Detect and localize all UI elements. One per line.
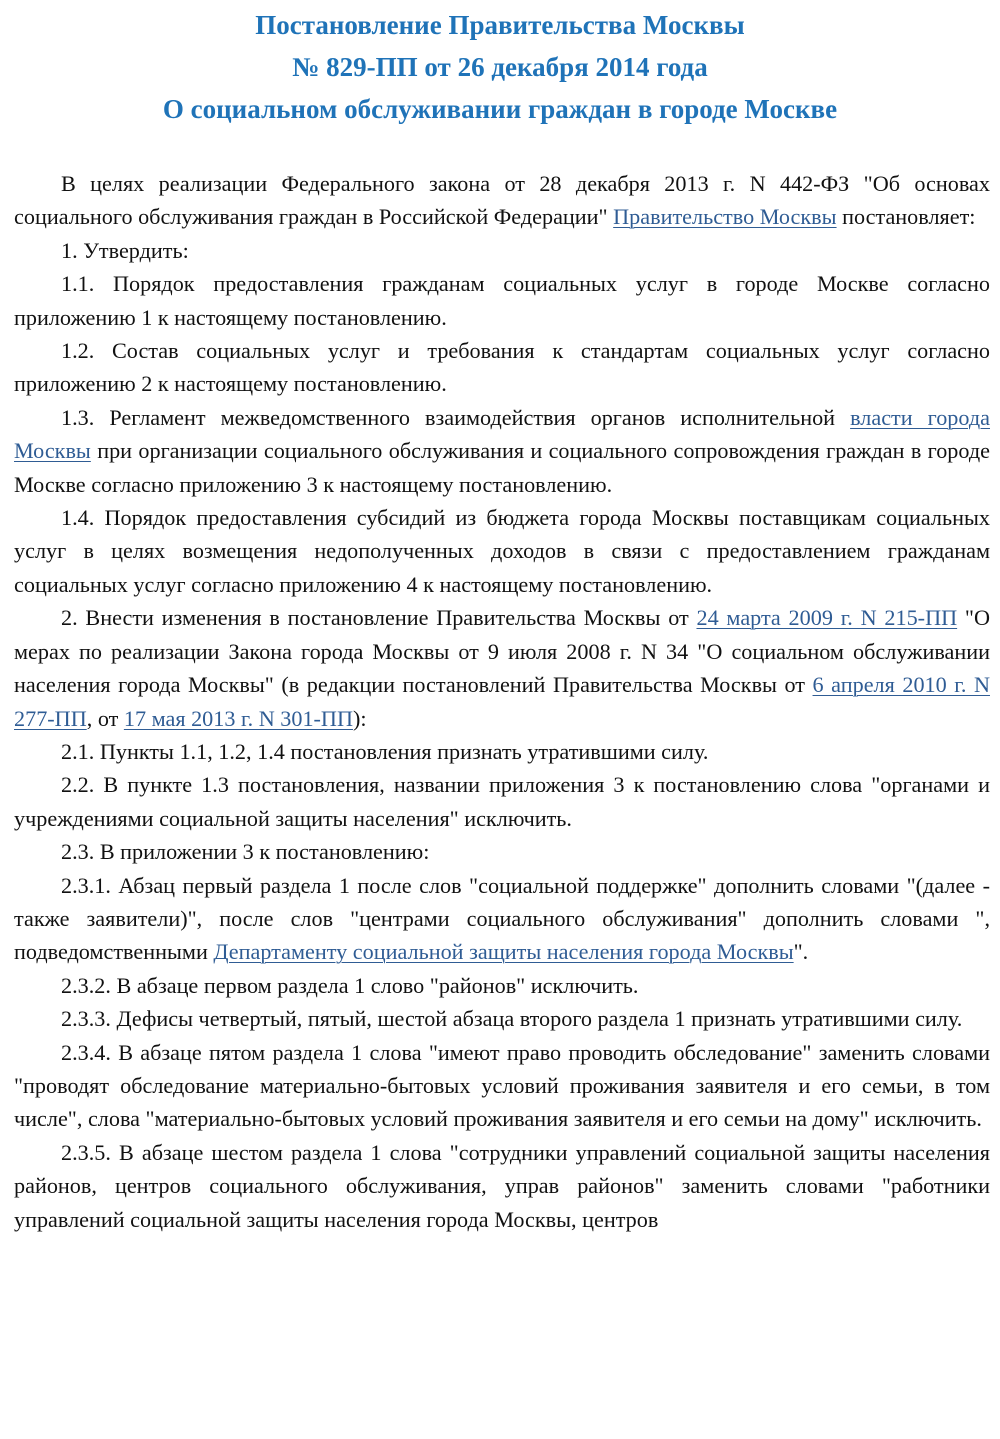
paragraph-item-2 bbox=[14, 601, 990, 735]
paragraph-text: ". bbox=[793, 939, 809, 965]
document-body bbox=[14, 167, 990, 1236]
paragraph-item-1-2: 1.2. Состав социальных услуг и требования к стандартам социальных услуг согласно приложению 2 к настоящему постановлению. bbox=[14, 338, 990, 397]
paragraph-preamble bbox=[14, 167, 990, 234]
paragraph-item-1: 1. Утвердить: bbox=[61, 237, 189, 263]
title-line-2: № 829-ПП от 26 декабря 2014 года bbox=[292, 52, 708, 82]
paragraph-item-2-3-5: 2.3.5. В абзаце шестом раздела 1 слова "сотрудники управлений социальной защиты населения районов, центров социального обслуживания, управ районов" заменить словами "работники управлений социальной защиты населения города Москвы, центров bbox=[14, 1139, 990, 1232]
paragraph-item-2-3-4: 2.3.4. В абзаце пятом раздела 1 слова "имеют право проводить обследование" заменить словами "проводят обследование материально-бытовых условий проживания заявителя и его семьи, в том числе", слова "материально-бытовых условий проживания заявителя и его семьи на дому" исключить. bbox=[14, 1039, 990, 1132]
paragraph-text: В целях реализации Федерального закона от 28 декабря 2013 г. N 442-ФЗ "Об основах социального обслуживания граждан в Российской Федерации" bbox=[14, 171, 990, 230]
paragraph-item-2-3: 2.3. В приложении 3 к постановлению: bbox=[61, 839, 430, 865]
paragraph-item-2-2: 2.2. В пункте 1.3 постановления, названии приложения 3 к постановлению слова "органами и учреждениями социальной защиты населения" исключить. bbox=[14, 772, 990, 831]
paragraph-item-2-3-2: 2.3.2. В абзаце первом раздела 1 слово "районов" исключить. bbox=[61, 972, 639, 998]
paragraph-text: 2. Внести изменения в постановление Правительства Москвы от bbox=[61, 605, 697, 631]
document-title bbox=[0, 0, 1000, 130]
paragraph-text: ): bbox=[352, 705, 367, 731]
title-line-3: О социальном обслуживании граждан в городе Москве bbox=[162, 94, 838, 124]
paragraph-item-1-1: 1.1. Порядок предоставления гражданам социальных услуг в городе Москве согласно приложению 1 к настоящему постановлению. bbox=[14, 271, 990, 330]
paragraph-item-2-1: 2.1. Пункты 1.1, 1.2, 1.4 постановления признать утратившими силу. bbox=[61, 738, 709, 764]
link-government-of-moscow[interactable]: Правительство Москвы bbox=[613, 204, 837, 230]
link-moscow-authorities[interactable]: власти города Москвы bbox=[14, 404, 990, 464]
paragraph-text: "О мерах по реализации Закона города Москвы от 9 июля 2008 г. N 34 "О социальном обслуживании населения города Москвы" (в редакции постановлений Правительства Москвы от bbox=[14, 605, 990, 698]
link-decree-301-pp[interactable]: 17 мая 2013 г. N 301-ПП bbox=[123, 705, 353, 731]
title-line-1: Постановление Правительства Москвы bbox=[255, 10, 745, 40]
paragraph-text: при организации социального обслуживания и социального сопровождения граждан в городе Москве согласно приложению 3 к настоящему постановлению. bbox=[14, 438, 990, 497]
paragraph-item-1-4: 1.4. Порядок предоставления субсидий из бюджета города Москвы поставщикам социальных услуг в целях возмещения недополученных доходов в связи с предоставлением гражданам социальных услуг согласно приложению 4 к настоящему постановлению. bbox=[14, 505, 990, 597]
link-decree-277-pp[interactable]: 6 апреля 2010 г. N 277-ПП bbox=[14, 672, 990, 731]
paragraph-item-1-3 bbox=[14, 401, 990, 501]
link-social-protection-department[interactable]: Департаменту социальной защиты населения города Москвы bbox=[213, 939, 794, 965]
paragraph-text: 2.3.1. Абзац первый раздела 1 после слов "социальной поддержке" дополнить словами "(далее - также заявители)", после слов "центрами социального обслуживания" дополнить словами ", подведомственными bbox=[14, 872, 990, 965]
paragraph-text: постановляет: bbox=[836, 204, 976, 230]
paragraph-text: , от bbox=[86, 705, 124, 731]
link-decree-215-pp[interactable]: 24 марта 2009 г. N 215-ПП bbox=[696, 605, 958, 631]
paragraph-item-2-3-1 bbox=[14, 869, 990, 969]
paragraph-text: 1.3. Регламент межведомственного взаимодействия органов исполнительной bbox=[61, 404, 851, 430]
paragraph-item-2-3-3: 2.3.3. Дефисы четвертый, пятый, шестой абзаца второго раздела 1 признать утратившими силу. bbox=[61, 1006, 963, 1032]
